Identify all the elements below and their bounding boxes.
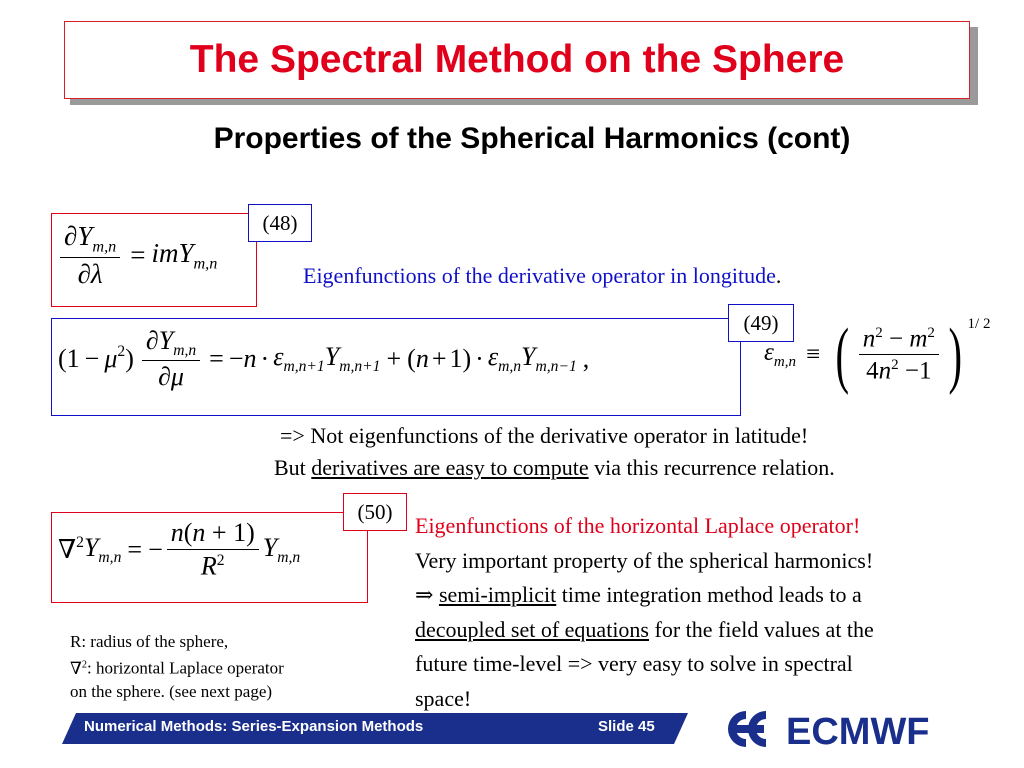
legend-line1: R: radius of the sphere,: [70, 632, 229, 651]
equation-50-number: (50): [343, 493, 407, 531]
logo-text: ECMWF: [786, 711, 930, 750]
title-box: [64, 21, 970, 99]
slide-number: Slide 45: [598, 718, 655, 735]
equation-48-number: (48): [248, 204, 312, 242]
equation-49-number: (49): [728, 304, 794, 342]
equation-50: ∇ $^2$ $Y_{m,n}$ = − $\frac{n(n + 1)}{R^2}$ $Y_{m,n}$: [58, 518, 301, 581]
eq50-line4: decoupled set of equations for the field values at the: [415, 616, 874, 642]
equation-49: (1 − μ $^2$ ) $\frac{\partial Y_{m,n}}{\partial\mu}$ = − n · $\varepsilon_{m,n+1}Y_{m,n+1}$ + ( n + 1) · $\varepsilon_{m,n}Y_{m,n-1}$ ,: [58, 326, 590, 392]
eq50-line6: space!: [415, 685, 472, 711]
equation-49-box: [51, 318, 741, 416]
equation-50-description: [415, 509, 874, 716]
footer-title: Numerical Methods: Series-Expansion Methods: [84, 718, 424, 735]
eq50-line2: Very important property of the spherical harmonics!: [415, 547, 874, 573]
equation-48: $\frac{\partial Y_{m,n}}{\partial\lambda}$ = imY$_{m,n}$: [56, 222, 217, 290]
eq50-line3: ⇒ semi-implicit time integration method leads to a: [415, 582, 862, 607]
slide-title: The Spectral Method on the Sphere: [189, 38, 845, 81]
ecmwf-logo: [722, 708, 972, 750]
eq50-line5: future time-level => very easy to solve in spectral: [415, 651, 853, 676]
equation-50-box: [51, 512, 368, 603]
equation-49-note-line1: => Not eigenfunctions of the derivative operator in latitude!: [280, 423, 809, 448]
legend-line3: on the sphere. (see next page): [70, 681, 273, 701]
implies-icon: ⇒: [415, 582, 439, 607]
eq50-line1: Eigenfunctions of the horizontal Laplace operator!: [415, 513, 861, 538]
legend: [70, 630, 284, 703]
equation-48-box: [51, 213, 257, 307]
epsilon-definition: $\varepsilon_{m,n}$ ≡ ( $\frac{n^2 - m^2}{4n^2 -1}$ ) 1/ 2: [764, 314, 991, 396]
legend-line2: ∇$^2$: horizontal Laplace operator: [70, 658, 284, 678]
equation-48-caption: Eigenfunctions of the derivative operator in longitude.: [303, 263, 782, 288]
slide-subtitle: Properties of the Spherical Harmonics (cont): [213, 122, 851, 155]
equation-49-note-line2: But derivatives are easy to compute via this recurrence relation.: [274, 455, 835, 480]
nabla-squared-symbol: ∇$^2$: [70, 658, 87, 678]
